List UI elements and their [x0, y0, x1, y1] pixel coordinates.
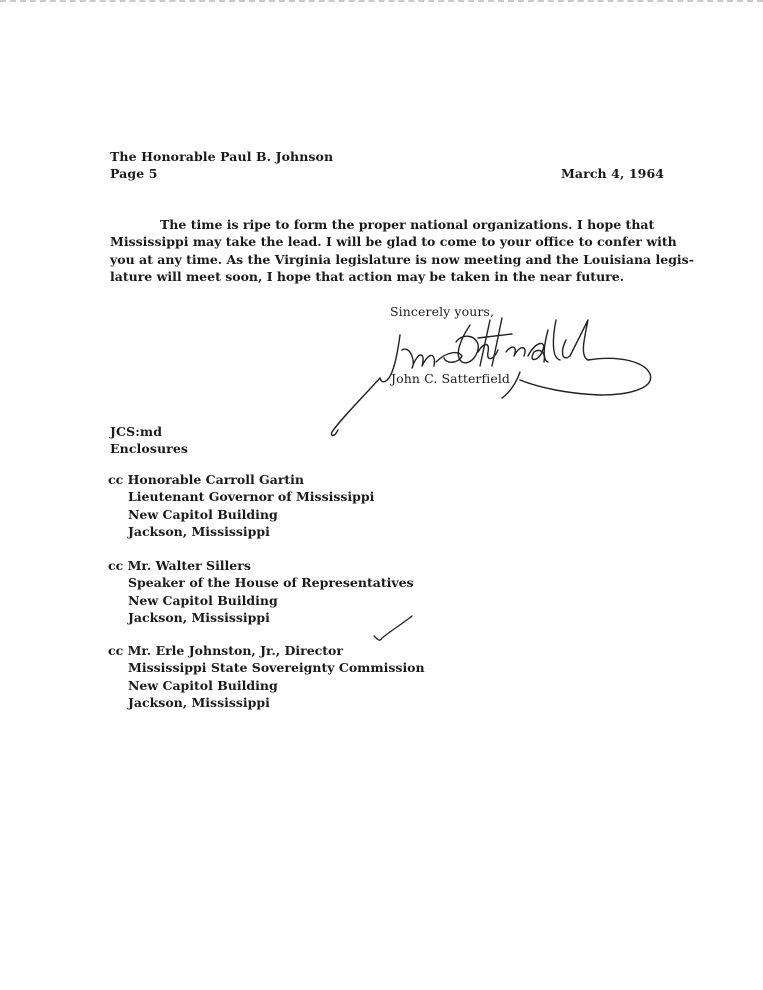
recipient-heading: The Honorable Paul B. Johnson: [110, 149, 334, 164]
enclosures-note: Enclosures: [110, 441, 189, 456]
typist-initials: JCS:md: [110, 424, 163, 439]
cc-entry: [108, 471, 374, 540]
body-line: lature will meet soon, I hope that action may be taken in the near future.: [110, 268, 625, 284]
cc-address-line: Speaker of the House of Representatives: [128, 575, 414, 591]
cc-address-line: Lieutenant Governor of Mississippi: [128, 489, 375, 505]
body-line: Mississippi may take the lead. I will be glad to come to your office to confer with: [110, 234, 677, 250]
cc-prefix: cc: [108, 472, 124, 487]
cc-address-line: Mississippi State Sovereignty Commission: [128, 660, 425, 676]
cc-name: Mr. Erle Johnston, Jr., Director: [127, 643, 343, 658]
cc-entry: [108, 642, 425, 711]
cc-address-line: New Capitol Building: [128, 506, 278, 522]
closing-salutation: Sincerely yours,: [390, 304, 495, 319]
cc-address-line: Jackson, Mississippi: [128, 523, 270, 539]
cc-prefix: cc: [108, 558, 124, 573]
cc-name: Honorable Carroll Gartin: [127, 472, 305, 487]
letter-date: March 4, 1964: [561, 166, 665, 181]
cc-entry: [108, 557, 414, 626]
cc-address-line: Jackson, Mississippi: [128, 609, 270, 625]
signer-name: John C. Satterfield: [391, 371, 511, 386]
cc-address-line: New Capitol Building: [128, 592, 278, 608]
cc-name: Mr. Walter Sillers: [127, 558, 251, 573]
body-line: you at any time. As the Virginia legislature is now meeting and the Louisiana legis-: [110, 251, 694, 267]
cc-address-line: Jackson, Mississippi: [128, 694, 270, 710]
cc-prefix: cc: [108, 643, 124, 658]
body-line: The time is ripe to form the proper national organizations. I hope that: [160, 217, 655, 232]
cc-address-line: New Capitol Building: [128, 677, 278, 693]
page-number: Page 5: [110, 166, 158, 181]
